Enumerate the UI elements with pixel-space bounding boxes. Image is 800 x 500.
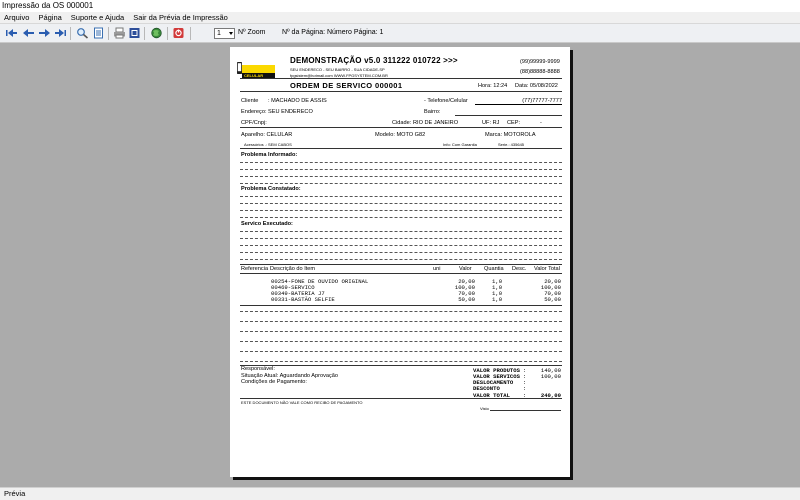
uf: UF: RJ bbox=[482, 120, 500, 126]
chevron-down-icon bbox=[229, 32, 233, 35]
valor-total-label: VALOR TOTAL bbox=[473, 392, 510, 399]
page-setup-icon[interactable] bbox=[128, 27, 141, 39]
zoom-label: Nº Zoom bbox=[238, 29, 266, 36]
document-page bbox=[230, 47, 570, 477]
blank-line bbox=[240, 162, 562, 163]
item-descricao: 00254-FONE DE OUVIDO ORIGINAL bbox=[271, 278, 369, 285]
toolbar-separator bbox=[70, 27, 71, 40]
item-valor: 70,00 bbox=[458, 290, 475, 297]
item-descricao: 00331-BASTÃO SELFIE bbox=[271, 296, 335, 303]
blank-line bbox=[240, 311, 562, 312]
col-valor-total: Valor Total bbox=[534, 266, 560, 272]
export-globe-icon[interactable] bbox=[150, 27, 163, 39]
total-servicos-value: 100,00 bbox=[540, 373, 561, 380]
blank-line bbox=[240, 252, 562, 253]
desconto-label: DESCONTO bbox=[473, 385, 500, 392]
item-total: 100,00 bbox=[540, 284, 561, 291]
garantia-info: Info: Com Garantia bbox=[443, 142, 477, 147]
col-valor: Valor bbox=[459, 266, 472, 272]
divider bbox=[240, 398, 562, 399]
blank-line bbox=[240, 259, 562, 260]
divider bbox=[240, 127, 562, 128]
toolbar-separator bbox=[144, 27, 145, 40]
totals-colon: : bbox=[523, 392, 527, 399]
company-phone-1: (99)99999-9999 bbox=[520, 59, 560, 65]
blank-line bbox=[240, 238, 562, 239]
deslocamento-label: DESLOCAMENTO bbox=[473, 379, 514, 386]
toolbar-separator bbox=[108, 27, 109, 40]
blank-line bbox=[240, 210, 562, 211]
endereco: Endereço: SEU ENDERECO bbox=[241, 109, 313, 115]
divider bbox=[240, 91, 562, 92]
item-valor: 20,00 bbox=[458, 278, 475, 285]
modelo: Modelo: MOTO G82 bbox=[375, 132, 426, 138]
situacao-atual: Situação Atual: Aguardando Aprovação bbox=[241, 373, 339, 379]
totals-colon: : bbox=[523, 373, 527, 380]
divider bbox=[240, 264, 562, 265]
blank-line bbox=[240, 341, 562, 342]
next-page-icon[interactable] bbox=[38, 27, 51, 39]
servico-executado-label: Servico Executado: bbox=[241, 221, 293, 227]
window-title: Impressão da OS 000001 bbox=[0, 0, 800, 12]
toolbar-separator bbox=[190, 27, 191, 40]
item-valor: 50,00 bbox=[458, 296, 475, 303]
os-time: Hora: 12:24 bbox=[478, 83, 508, 89]
blank-line bbox=[240, 196, 562, 197]
menu-arquivo[interactable]: Arquivo bbox=[4, 13, 30, 22]
visto-line bbox=[490, 410, 561, 411]
company-contact: fpgsistem@hotmail.com WWW.FPGSYSTEM.COM.BR bbox=[290, 73, 388, 78]
cep-value: - bbox=[540, 120, 542, 126]
os-date: Data: 05/08/2022 bbox=[515, 83, 558, 89]
divider bbox=[240, 148, 562, 149]
cliente-value: : MACHADO DE ASSIS bbox=[268, 98, 327, 104]
item-descricao: 00469-SERVICO bbox=[271, 284, 315, 291]
blank-line bbox=[240, 361, 562, 362]
logo-text: CELULAR bbox=[244, 73, 264, 78]
totals-colon: : bbox=[523, 367, 527, 374]
company-phone-2: (88)88888-8888 bbox=[520, 69, 560, 75]
total-servicos-label: VALOR SERVICOS bbox=[473, 373, 520, 380]
page-view-icon[interactable] bbox=[92, 27, 105, 39]
totals-colon: : bbox=[523, 379, 527, 386]
cidade-value: RIO DE JANEIRO bbox=[413, 120, 459, 126]
col-desconto: Desc. bbox=[512, 266, 527, 272]
company-address: SEU ENDERECO - SEU BAIRRO - SUA CIDADE-SP bbox=[290, 67, 385, 72]
first-page-icon[interactable] bbox=[5, 27, 18, 39]
total-produtos-value: 140,00 bbox=[540, 367, 561, 374]
company-logo bbox=[236, 61, 276, 79]
item-total: 20,00 bbox=[544, 278, 561, 285]
page-number-label: Nº da Página: Número Página: 1 bbox=[282, 29, 384, 36]
menu-pagina[interactable]: Página bbox=[38, 13, 62, 22]
footer-note: ESTE DOCUMENTO NÃO VALE COMO RECIBO DE PAGAMENTO bbox=[241, 400, 363, 405]
menu-suporte-ajuda[interactable]: Suporte e Ajuda bbox=[70, 13, 125, 22]
condicoes-pagamento: Condições de Pagamento: bbox=[241, 379, 307, 385]
zoom-select[interactable] bbox=[214, 28, 235, 39]
zoom-select-value: 1 bbox=[217, 30, 221, 37]
toolbar bbox=[0, 24, 800, 43]
col-unidade: uni bbox=[433, 266, 441, 272]
col-descricao: Descrição do Item bbox=[270, 266, 316, 272]
cidade-label: Cidade: bbox=[392, 120, 412, 126]
divider bbox=[240, 305, 562, 306]
telefone-label: - Telefone/Celular bbox=[424, 98, 468, 104]
blank-line bbox=[240, 176, 562, 177]
bairro-line bbox=[455, 115, 562, 116]
item-quantia: 1,0 bbox=[492, 290, 503, 297]
printer-icon[interactable] bbox=[113, 27, 126, 39]
responsavel: Responsável: bbox=[241, 366, 275, 372]
bairro: Bairro: bbox=[424, 109, 441, 115]
last-page-icon[interactable] bbox=[54, 27, 67, 39]
item-total: 70,00 bbox=[544, 290, 561, 297]
blank-line bbox=[240, 203, 562, 204]
totals-colon: : bbox=[523, 385, 527, 392]
cep-label: CEP: bbox=[507, 120, 521, 126]
company-title: DEMONSTRAÇÃO v5.0 311222 010722 >>> bbox=[290, 56, 458, 65]
blank-line bbox=[240, 245, 562, 246]
item-quantia: 1,0 bbox=[492, 284, 503, 291]
blank-line bbox=[240, 351, 562, 352]
zoom-icon[interactable] bbox=[76, 27, 89, 39]
toolbar-separator bbox=[167, 27, 168, 40]
menu-bar bbox=[0, 12, 800, 24]
marca: Marca: MOTOROLA bbox=[485, 132, 536, 138]
acessorios: Acessórios .: SEM CABOS bbox=[244, 142, 292, 147]
item-total: 50,00 bbox=[544, 296, 561, 303]
cliente-label: Cliente bbox=[241, 98, 259, 104]
divider bbox=[240, 78, 562, 79]
problema-constatado-label: Problema Constatado: bbox=[241, 186, 301, 192]
total-produtos-label: VALOR PRODUTOS bbox=[473, 367, 520, 374]
status-bar: Prévia bbox=[0, 487, 800, 500]
blank-line bbox=[240, 183, 562, 184]
close-preview-icon[interactable] bbox=[172, 27, 185, 39]
os-title: ORDEM DE SERVICO 000001 bbox=[290, 81, 403, 90]
problema-informado-label: Problema Informado: bbox=[241, 152, 298, 158]
item-quantia: 1,0 bbox=[492, 278, 503, 285]
previous-page-icon[interactable] bbox=[22, 27, 35, 39]
col-referencia: Referencia bbox=[241, 266, 269, 272]
divider bbox=[240, 365, 562, 366]
blank-line bbox=[240, 169, 562, 170]
cpf-cnpj: CPF/Cnpj: bbox=[241, 120, 267, 126]
item-quantia: 1,0 bbox=[492, 296, 503, 303]
divider bbox=[240, 273, 562, 274]
item-valor: 100,00 bbox=[454, 284, 475, 291]
blank-line bbox=[240, 217, 562, 218]
telefone-value: (77)77777-7777 bbox=[475, 98, 562, 105]
col-quantia: Quantia bbox=[484, 266, 504, 272]
blank-line bbox=[240, 321, 562, 322]
blank-line bbox=[240, 331, 562, 332]
visto-label: Visto bbox=[480, 406, 489, 411]
serie: Serie.: 435645 bbox=[498, 142, 525, 147]
item-descricao: 00349-BATERIA J7 bbox=[271, 290, 325, 297]
valor-total-value: 240,00 bbox=[540, 392, 561, 399]
blank-line bbox=[240, 231, 562, 232]
menu-sair-previa[interactable]: Sair da Prévia de Impressão bbox=[133, 13, 228, 22]
aparelho: Aparelho: CELULAR bbox=[241, 132, 293, 138]
